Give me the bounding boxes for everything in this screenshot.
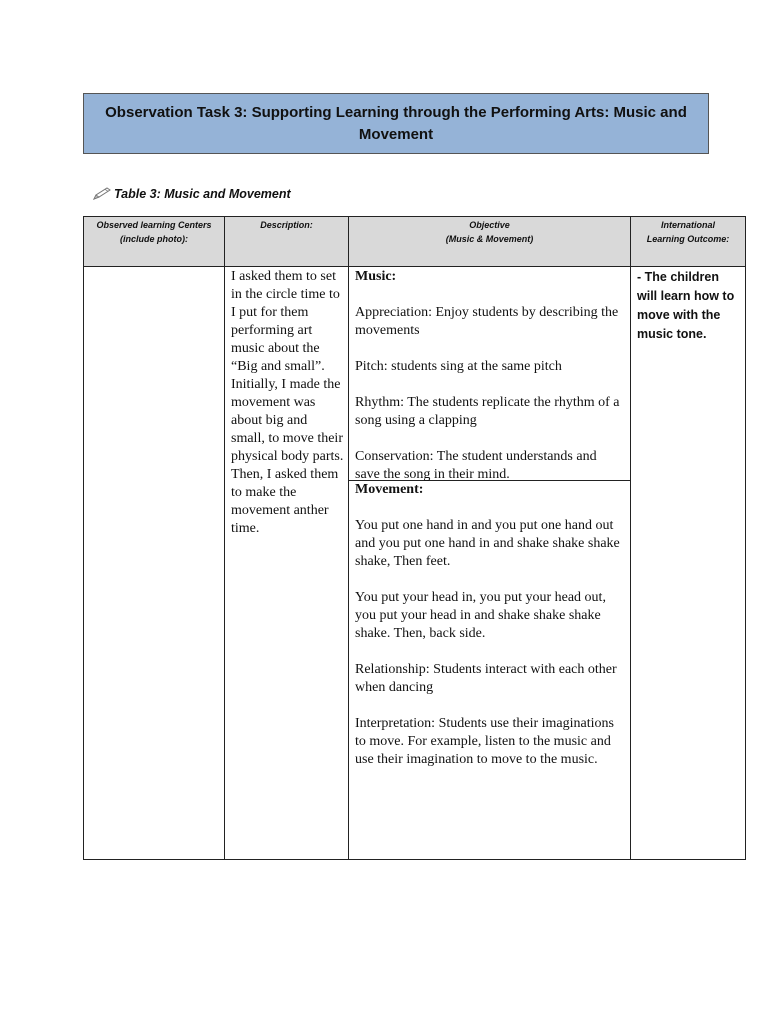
document-title: Observation Task 3: Supporting Learning through the Performing Arts: Music and Movement [105,103,687,143]
header-learning-outcome: International Learning Outcome: [631,217,746,267]
movement-item: You put your head in, you put your head out, you put your head in and shake shake shake shake. Then, back side. [355,590,606,641]
table-caption-text: Table 3: Music and Movement [114,187,291,201]
music-item: Rhythm: The students replicate the rhythm of a song using a clapping [355,395,620,428]
table-caption [92,187,291,201]
header-observed-learning-centers: Observed learning Centers (include photo): [84,217,225,267]
outcome-cell [631,267,746,860]
description-text: I asked them to set in the circle time to I put for them performing art music about the “Big and small”. Initially, I made the movement was about big and small, to move their physical body parts. Then, I asked them to make the movement anther time. [231,269,344,536]
outcome-text: - The children will learn how to move with the music tone. [637,270,735,341]
movement-heading: Movement: [355,482,424,497]
table-row [84,267,746,860]
observation-table [83,216,746,860]
header-description: Description: [225,217,349,267]
objective-cell [349,267,631,860]
music-heading: Music: [355,269,397,284]
movement-item: You put one hand in and you put one hand out and you put one hand in and shake shake shake shake, Then feet. [355,518,620,569]
movement-section [349,481,630,769]
music-section [349,267,630,481]
movement-item: Relationship: Students interact with each other when dancing [355,662,617,695]
music-item: Pitch: students sing at the same pitch [355,359,562,374]
table-header-row [84,217,746,267]
centers-cell [84,267,225,860]
document-title-banner [83,93,709,154]
pencil-icon [92,187,112,201]
header-objective: Objective (Music & Movement) [349,217,631,267]
music-item: Conservation: The student understands and save the song in their mind. [355,449,597,482]
music-item: Appreciation: Enjoy students by describing the movements [355,305,619,338]
movement-item: Interpretation: Students use their imaginations to move. For example, listen to the music and use their imagination to move to the music. [355,716,614,767]
description-cell [225,267,349,860]
